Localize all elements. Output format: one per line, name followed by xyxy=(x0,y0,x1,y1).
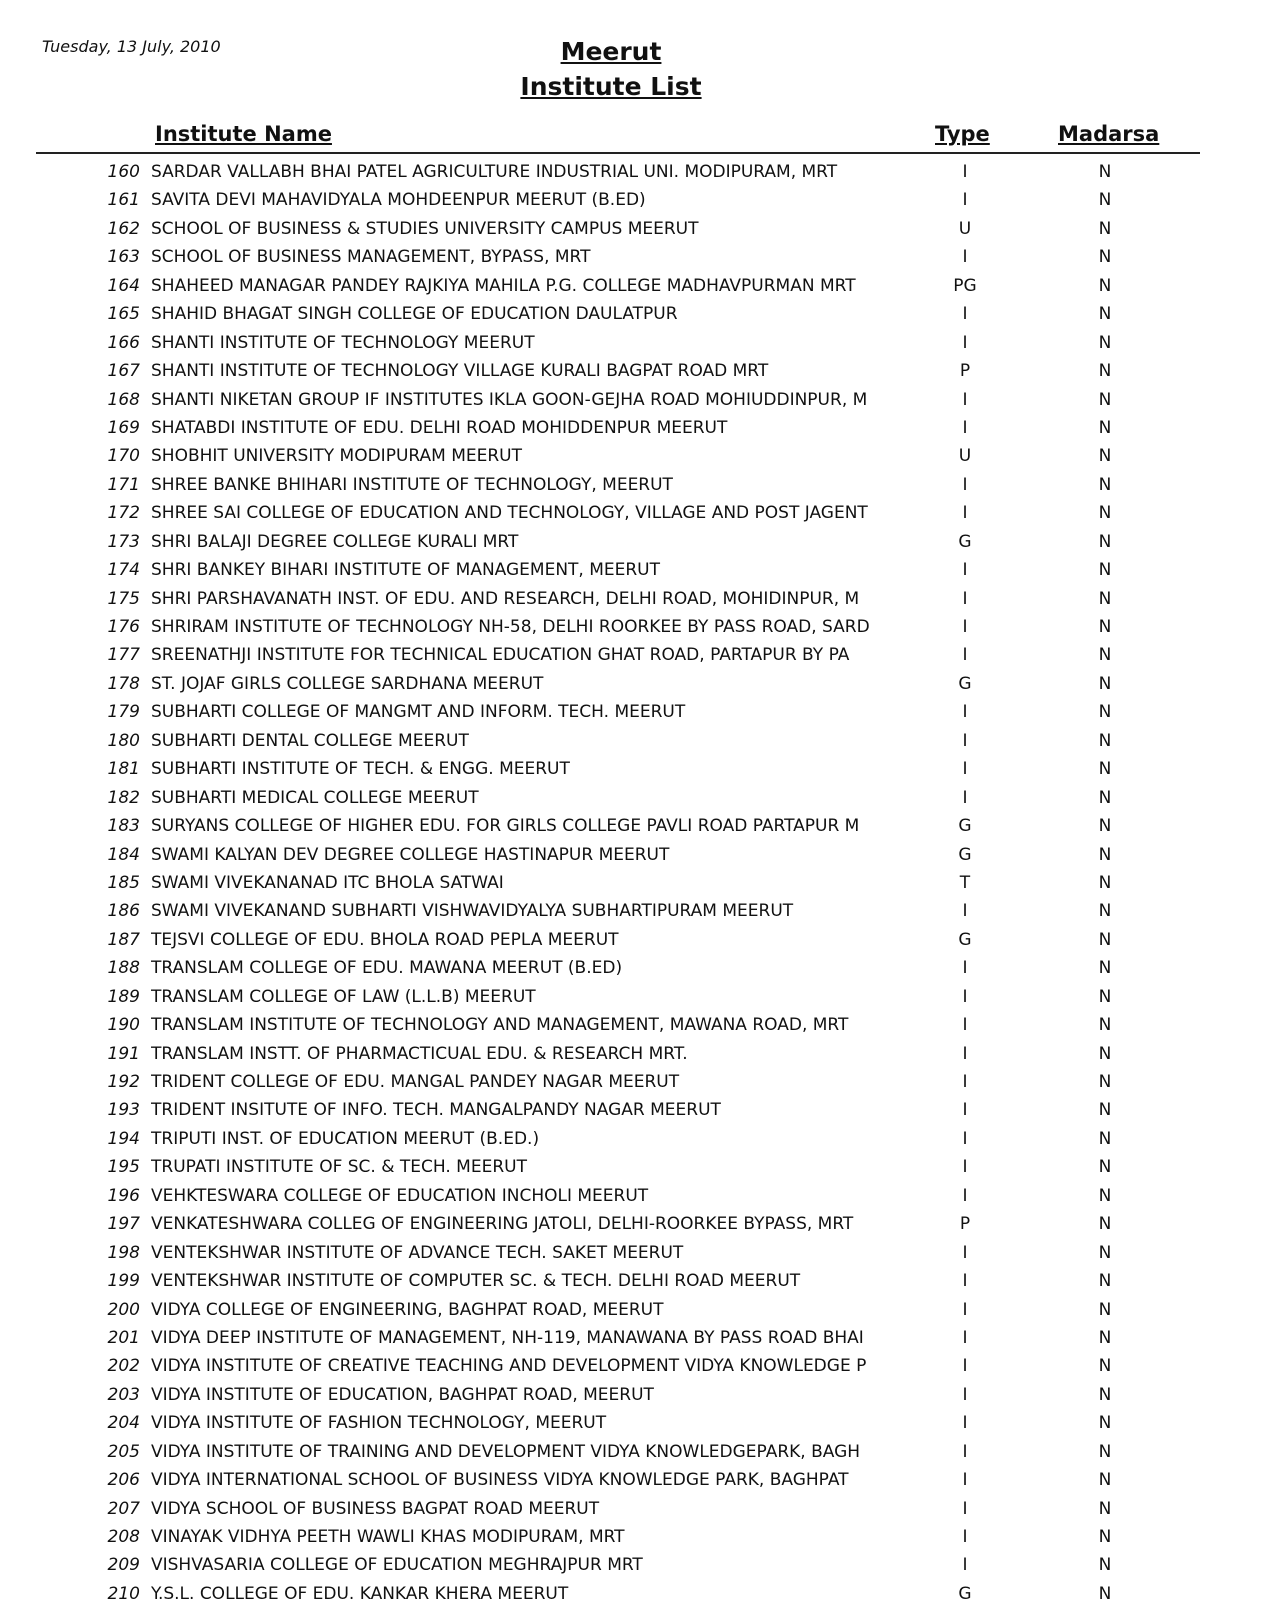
row-number: 209 xyxy=(107,1555,140,1576)
institute-type: U xyxy=(958,218,972,239)
institute-type: I xyxy=(962,162,968,182)
table-row xyxy=(0,1495,1277,1523)
table-row xyxy=(0,1153,1277,1181)
row-number: 167 xyxy=(107,361,140,382)
institute-name: SHREE BANKE BHIHARI INSTITUTE OF TECHNOLOGY, MEERUT xyxy=(151,474,673,495)
table-row xyxy=(0,1352,1277,1380)
institute-type: I xyxy=(962,730,968,751)
institute-name: SHRIRAM INSTITUTE OF TECHNOLOGY NH-58, DELHI ROORKEE BY PASS ROAD, SARD xyxy=(151,617,870,637)
madarsa-flag: N xyxy=(1098,1356,1112,1377)
table-row xyxy=(0,158,1277,186)
row-number: 189 xyxy=(107,986,140,1007)
table-row xyxy=(0,442,1277,470)
institute-name: VENTEKSHWAR INSTITUTE OF COMPUTER SC. & TECH. DELHI ROAD MEERUT xyxy=(151,1271,801,1292)
madarsa-flag: N xyxy=(1098,304,1112,325)
institute-name: VENTEKSHWAR INSTITUTE OF ADVANCE TECH. SAKET MEERUT xyxy=(151,1242,684,1263)
institute-name: TRIDENT INSITUTE OF INFO. TECH. MANGALPANDY NAGAR MEERUT xyxy=(151,1100,721,1121)
page-title: Meerut xyxy=(560,37,662,66)
table-row xyxy=(0,698,1277,726)
madarsa-flag: N xyxy=(1098,474,1112,495)
row-number: 172 xyxy=(107,503,140,524)
row-number: 179 xyxy=(107,702,140,723)
institute-type: G xyxy=(958,929,972,950)
table-row xyxy=(0,1125,1277,1153)
institute-type: U xyxy=(958,446,972,467)
column-header-name: Institute Name xyxy=(155,122,332,146)
madarsa-flag: N xyxy=(1098,1271,1112,1292)
table-row xyxy=(0,528,1277,556)
institute-type: I xyxy=(962,1299,968,1320)
institute-name: SHRI PARSHAVANATH INST. OF EDU. AND RESEARCH, DELHI ROAD, MOHIDINPUR, M xyxy=(151,588,860,609)
institute-type: I xyxy=(962,1157,968,1178)
row-number: 162 xyxy=(107,218,140,239)
table-row xyxy=(0,1523,1277,1551)
institute-type: I xyxy=(962,1527,968,1547)
institute-name: SCHOOL OF BUSINESS MANAGEMENT, BYPASS, MRT xyxy=(151,247,591,268)
row-number: 170 xyxy=(107,446,140,467)
institute-type: I xyxy=(962,1015,968,1036)
institute-type: I xyxy=(962,617,968,637)
madarsa-flag: N xyxy=(1098,1498,1112,1519)
row-number: 165 xyxy=(107,304,140,325)
table-row xyxy=(0,1040,1277,1068)
institute-name: SHRI BALAJI DEGREE COLLEGE KURALI MRT xyxy=(151,531,519,552)
madarsa-flag: N xyxy=(1098,730,1112,751)
row-number: 192 xyxy=(107,1072,140,1092)
madarsa-flag: N xyxy=(1098,1128,1112,1149)
institute-type: G xyxy=(958,816,972,837)
institute-type: I xyxy=(962,958,968,979)
table-row xyxy=(0,897,1277,925)
institute-name: ST. JOJAF GIRLS COLLEGE SARDHANA MEERUT xyxy=(151,673,544,694)
madarsa-flag: N xyxy=(1098,446,1112,467)
table-row xyxy=(0,1296,1277,1324)
row-number: 176 xyxy=(107,617,140,637)
institute-name: SWAMI KALYAN DEV DEGREE COLLEGE HASTINAPUR MEERUT xyxy=(151,844,670,865)
institute-name: VIDYA INSTITUTE OF EDUCATION, BAGHPAT ROAD, MEERUT xyxy=(151,1384,654,1405)
madarsa-flag: N xyxy=(1098,1100,1112,1121)
table-row xyxy=(0,641,1277,669)
institute-name: SUBHARTI COLLEGE OF MANGMT AND INFORM. TECH. MEERUT xyxy=(151,702,686,723)
table-row xyxy=(0,556,1277,584)
column-header-type: Type xyxy=(935,122,990,146)
row-number: 173 xyxy=(107,531,140,552)
header-divider xyxy=(36,152,1200,154)
row-number: 183 xyxy=(107,816,140,837)
madarsa-flag: N xyxy=(1098,958,1112,979)
table-row xyxy=(0,329,1277,357)
madarsa-flag: N xyxy=(1098,1157,1112,1178)
institute-name: SHANTI INSTITUTE OF TECHNOLOGY MEERUT xyxy=(151,332,535,353)
institute-type: T xyxy=(959,872,971,893)
institute-table xyxy=(0,158,1277,1608)
institute-type: I xyxy=(962,1100,968,1121)
institute-name: VIDYA INSTITUTE OF FASHION TECHNOLOGY, MEERUT xyxy=(151,1413,607,1434)
institute-name: TRUPATI INSTITUTE OF SC. & TECH. MEERUT xyxy=(151,1157,527,1178)
institute-type: I xyxy=(962,901,968,922)
madarsa-flag: N xyxy=(1098,929,1112,950)
institute-name: SHRI BANKEY BIHARI INSTITUTE OF MANAGEMENT, MEERUT xyxy=(151,560,661,581)
institute-name: VENKATESHWARA COLLEG OF ENGINEERING JATOLI, DELHI-ROORKEE BYPASS, MRT xyxy=(151,1214,854,1235)
institute-name: VISHVASARIA COLLEGE OF EDUCATION MEGHRAJPUR MRT xyxy=(151,1555,643,1576)
institute-type: I xyxy=(962,1384,968,1405)
table-row xyxy=(0,1096,1277,1124)
table-row xyxy=(0,755,1277,783)
institute-type: I xyxy=(962,1072,968,1092)
madarsa-flag: N xyxy=(1098,1470,1112,1491)
madarsa-flag: N xyxy=(1098,645,1112,666)
madarsa-flag: N xyxy=(1098,560,1112,581)
institute-name: VIDYA INTERNATIONAL SCHOOL OF BUSINESS VIDYA KNOWLEDGE PARK, BAGHPAT xyxy=(151,1470,849,1491)
institute-name: SHAHID BHAGAT SINGH COLLEGE OF EDUCATION DAULATPUR xyxy=(151,304,678,325)
madarsa-flag: N xyxy=(1098,1583,1112,1604)
institute-type: I xyxy=(962,1185,968,1206)
row-number: 169 xyxy=(107,417,140,438)
table-row xyxy=(0,357,1277,385)
madarsa-flag: N xyxy=(1098,1072,1112,1092)
institute-type: I xyxy=(962,645,968,666)
institute-type: G xyxy=(958,531,972,552)
institute-name: Y.S.L. COLLEGE OF EDU. KANKAR KHERA MEERUT xyxy=(151,1583,569,1604)
madarsa-flag: N xyxy=(1098,162,1112,182)
table-row xyxy=(0,1210,1277,1238)
madarsa-flag: N xyxy=(1098,275,1112,296)
institute-name: SUBHARTI MEDICAL COLLEGE MEERUT xyxy=(151,787,479,808)
page-subtitle: Institute List xyxy=(520,72,702,101)
institute-name: VINAYAK VIDHYA PEETH WAWLI KHAS MODIPURAM, MRT xyxy=(151,1527,625,1547)
institute-type: P xyxy=(959,361,971,382)
institute-name: TRANSLAM COLLEGE OF LAW (L.L.B) MEERUT xyxy=(151,986,536,1007)
madarsa-flag: N xyxy=(1098,531,1112,552)
row-number: 161 xyxy=(107,190,140,211)
madarsa-flag: N xyxy=(1098,1299,1112,1320)
table-row xyxy=(0,272,1277,300)
row-number: 166 xyxy=(107,332,140,353)
table-row xyxy=(0,386,1277,414)
madarsa-flag: N xyxy=(1098,332,1112,353)
row-number: 185 xyxy=(107,872,140,893)
institute-name: TRANSLAM INSTT. OF PHARMACTICUAL EDU. & RESEARCH MRT. xyxy=(151,1043,688,1064)
row-number: 202 xyxy=(107,1356,140,1377)
madarsa-flag: N xyxy=(1098,417,1112,438)
madarsa-flag: N xyxy=(1098,673,1112,694)
madarsa-flag: N xyxy=(1098,1185,1112,1206)
table-row xyxy=(0,1324,1277,1352)
table-row xyxy=(0,926,1277,954)
row-number: 196 xyxy=(107,1185,140,1206)
row-number: 191 xyxy=(107,1043,140,1064)
table-row xyxy=(0,499,1277,527)
table-row xyxy=(0,1239,1277,1267)
row-number: 168 xyxy=(107,389,140,410)
institute-type: I xyxy=(962,588,968,609)
table-row xyxy=(0,727,1277,755)
madarsa-flag: N xyxy=(1098,872,1112,893)
madarsa-flag: N xyxy=(1098,759,1112,780)
madarsa-flag: N xyxy=(1098,218,1112,239)
institute-name: TRIDENT COLLEGE OF EDU. MANGAL PANDEY NAGAR MEERUT xyxy=(151,1072,680,1092)
institute-name: SREENATHJI INSTITUTE FOR TECHNICAL EDUCATION GHAT ROAD, PARTAPUR BY PA xyxy=(151,645,850,666)
table-row xyxy=(0,670,1277,698)
row-number: 180 xyxy=(107,730,140,751)
table-row xyxy=(0,869,1277,897)
institute-type: PG xyxy=(953,275,977,296)
madarsa-flag: N xyxy=(1098,986,1112,1007)
row-number: 175 xyxy=(107,588,140,609)
row-number: 171 xyxy=(107,474,140,495)
row-number: 181 xyxy=(107,759,140,780)
table-row xyxy=(0,1011,1277,1039)
institute-name: VEHKTESWARA COLLEGE OF EDUCATION INCHOLI MEERUT xyxy=(151,1185,649,1206)
institute-type: I xyxy=(962,1470,968,1491)
institute-type: I xyxy=(962,1555,968,1576)
institute-type: I xyxy=(962,1441,968,1462)
row-number: 188 xyxy=(107,958,140,979)
row-number: 207 xyxy=(107,1498,140,1519)
report-date: Tuesday, 13 July, 2010 xyxy=(42,37,221,56)
table-row xyxy=(0,1551,1277,1579)
institute-type: I xyxy=(962,1271,968,1292)
institute-type: I xyxy=(962,986,968,1007)
table-row xyxy=(0,471,1277,499)
institute-name: VIDYA COLLEGE OF ENGINEERING, BAGHPAT ROAD, MEERUT xyxy=(151,1299,664,1320)
madarsa-flag: N xyxy=(1098,247,1112,268)
institute-name: SHAHEED MANAGAR PANDEY RAJKIYA MAHILA P.G. COLLEGE MADHAVPURMAN MRT xyxy=(151,275,856,296)
institute-type: I xyxy=(962,417,968,438)
row-number: 163 xyxy=(107,247,140,268)
table-row xyxy=(0,1466,1277,1494)
institute-name: TRIPUTI INST. OF EDUCATION MEERUT (B.ED.) xyxy=(151,1128,540,1149)
row-number: 203 xyxy=(107,1384,140,1405)
table-row xyxy=(0,812,1277,840)
institute-type: I xyxy=(962,1242,968,1263)
row-number: 204 xyxy=(107,1413,140,1434)
institute-name: SUBHARTI INSTITUTE OF TECH. & ENGG. MEERUT xyxy=(151,759,570,780)
institute-name: TRANSLAM INSTITUTE OF TECHNOLOGY AND MANAGEMENT, MAWANA ROAD, MRT xyxy=(151,1015,849,1036)
column-header-madarsa: Madarsa xyxy=(1058,122,1160,146)
madarsa-flag: N xyxy=(1098,389,1112,410)
row-number: 195 xyxy=(107,1157,140,1178)
row-number: 193 xyxy=(107,1100,140,1121)
institute-name: VIDYA INSTITUTE OF TRAINING AND DEVELOPMENT VIDYA KNOWLEDGEPARK, BAGH xyxy=(151,1441,861,1462)
row-number: 160 xyxy=(107,162,140,182)
madarsa-flag: N xyxy=(1098,1327,1112,1348)
madarsa-flag: N xyxy=(1098,901,1112,922)
table-row xyxy=(0,1182,1277,1210)
madarsa-flag: N xyxy=(1098,190,1112,211)
madarsa-flag: N xyxy=(1098,1214,1112,1235)
institute-name: SHANTI NIKETAN GROUP IF INSTITUTES IKLA GOON-GEJHA ROAD MOHIUDDINPUR, M xyxy=(151,389,868,410)
institute-type: G xyxy=(958,673,972,694)
institute-name: SCHOOL OF BUSINESS & STUDIES UNIVERSITY CAMPUS MEERUT xyxy=(151,218,699,239)
row-number: 210 xyxy=(107,1583,140,1604)
table-row xyxy=(0,585,1277,613)
row-number: 184 xyxy=(107,844,140,865)
institute-type: I xyxy=(962,560,968,581)
row-number: 197 xyxy=(107,1214,140,1235)
madarsa-flag: N xyxy=(1098,503,1112,524)
row-number: 190 xyxy=(107,1015,140,1036)
madarsa-flag: N xyxy=(1098,1527,1112,1547)
row-number: 206 xyxy=(107,1470,140,1491)
institute-type: I xyxy=(962,1128,968,1149)
institute-type: I xyxy=(962,190,968,211)
institute-type: I xyxy=(962,759,968,780)
institute-type: I xyxy=(962,1356,968,1377)
table-row xyxy=(0,784,1277,812)
madarsa-flag: N xyxy=(1098,1242,1112,1263)
table-row xyxy=(0,186,1277,214)
institute-name: SUBHARTI DENTAL COLLEGE MEERUT xyxy=(151,730,469,751)
row-number: 205 xyxy=(107,1441,140,1462)
institute-type: P xyxy=(959,1214,971,1235)
institute-type: I xyxy=(962,474,968,495)
institute-name: VIDYA INSTITUTE OF CREATIVE TEACHING AND DEVELOPMENT VIDYA KNOWLEDGE P xyxy=(151,1356,867,1377)
institute-name: SHOBHIT UNIVERSITY MODIPURAM MEERUT xyxy=(151,446,522,467)
row-number: 178 xyxy=(107,673,140,694)
madarsa-flag: N xyxy=(1098,588,1112,609)
madarsa-flag: N xyxy=(1098,1043,1112,1064)
madarsa-flag: N xyxy=(1098,702,1112,723)
institute-name: SWAMI VIVEKANAND SUBHARTI VISHWAVIDYALYA SUBHARTIPURAM MEERUT xyxy=(151,901,794,922)
institute-type: I xyxy=(962,247,968,268)
institute-type: I xyxy=(962,1043,968,1064)
row-number: 177 xyxy=(107,645,140,666)
table-row xyxy=(0,414,1277,442)
institute-name: SHANTI INSTITUTE OF TECHNOLOGY VILLAGE KURALI BAGPAT ROAD MRT xyxy=(151,361,769,382)
institute-name: SHREE SAI COLLEGE OF EDUCATION AND TECHNOLOGY, VILLAGE AND POST JAGENT xyxy=(151,503,868,524)
row-number: 194 xyxy=(107,1128,140,1149)
row-number: 182 xyxy=(107,787,140,808)
madarsa-flag: N xyxy=(1098,1555,1112,1576)
institute-name: SHATABDI INSTITUTE OF EDU. DELHI ROAD MOHIDDENPUR MEERUT xyxy=(151,417,728,438)
madarsa-flag: N xyxy=(1098,844,1112,865)
table-row xyxy=(0,1409,1277,1437)
madarsa-flag: N xyxy=(1098,1413,1112,1434)
institute-type: I xyxy=(962,1327,968,1348)
table-row xyxy=(0,1068,1277,1096)
table-row xyxy=(0,841,1277,869)
row-number: 187 xyxy=(107,929,140,950)
institute-type: I xyxy=(962,304,968,325)
institute-type: I xyxy=(962,702,968,723)
institute-name: SARDAR VALLABH BHAI PATEL AGRICULTURE INDUSTRIAL UNI. MODIPURAM, MRT xyxy=(151,162,838,182)
madarsa-flag: N xyxy=(1098,1441,1112,1462)
madarsa-flag: N xyxy=(1098,617,1112,637)
madarsa-flag: N xyxy=(1098,1015,1112,1036)
row-number: 200 xyxy=(107,1299,140,1320)
row-number: 201 xyxy=(107,1327,140,1348)
institute-name: VIDYA DEEP INSTITUTE OF MANAGEMENT, NH-119, MANAWANA BY PASS ROAD BHAI xyxy=(151,1327,864,1348)
row-number: 198 xyxy=(107,1242,140,1263)
row-number: 164 xyxy=(107,275,140,296)
institute-name: SWAMI VIVEKANANAD ITC BHOLA SATWAI xyxy=(151,872,504,893)
table-row xyxy=(0,1267,1277,1295)
institute-name: SAVITA DEVI MAHAVIDYALA MOHDEENPUR MEERUT (B.ED) xyxy=(151,190,646,211)
institute-type: I xyxy=(962,332,968,353)
madarsa-flag: N xyxy=(1098,816,1112,837)
table-row xyxy=(0,1438,1277,1466)
row-number: 186 xyxy=(107,901,140,922)
table-row xyxy=(0,954,1277,982)
row-number: 199 xyxy=(107,1271,140,1292)
institute-type: G xyxy=(958,1583,972,1604)
institute-type: I xyxy=(962,787,968,808)
table-row xyxy=(0,300,1277,328)
row-number: 208 xyxy=(107,1527,140,1547)
madarsa-flag: N xyxy=(1098,1384,1112,1405)
institute-type: I xyxy=(962,1413,968,1434)
institute-type: I xyxy=(962,389,968,410)
table-row xyxy=(0,613,1277,641)
row-number: 174 xyxy=(107,560,140,581)
institute-type: G xyxy=(958,844,972,865)
institute-name: TEJSVI COLLEGE OF EDU. BHOLA ROAD PEPLA MEERUT xyxy=(151,929,619,950)
institute-type: I xyxy=(962,503,968,524)
table-row xyxy=(0,983,1277,1011)
madarsa-flag: N xyxy=(1098,787,1112,808)
institute-type: I xyxy=(962,1498,968,1519)
institute-name: SURYANS COLLEGE OF HIGHER EDU. FOR GIRLS COLLEGE PAVLI ROAD PARTAPUR M xyxy=(151,816,860,837)
table-row xyxy=(0,1580,1277,1608)
institute-name: VIDYA SCHOOL OF BUSINESS BAGPAT ROAD MEERUT xyxy=(151,1498,600,1519)
table-row xyxy=(0,1381,1277,1409)
table-row xyxy=(0,243,1277,271)
institute-name: TRANSLAM COLLEGE OF EDU. MAWANA MEERUT (B.ED) xyxy=(151,958,623,979)
madarsa-flag: N xyxy=(1098,361,1112,382)
table-row xyxy=(0,215,1277,243)
